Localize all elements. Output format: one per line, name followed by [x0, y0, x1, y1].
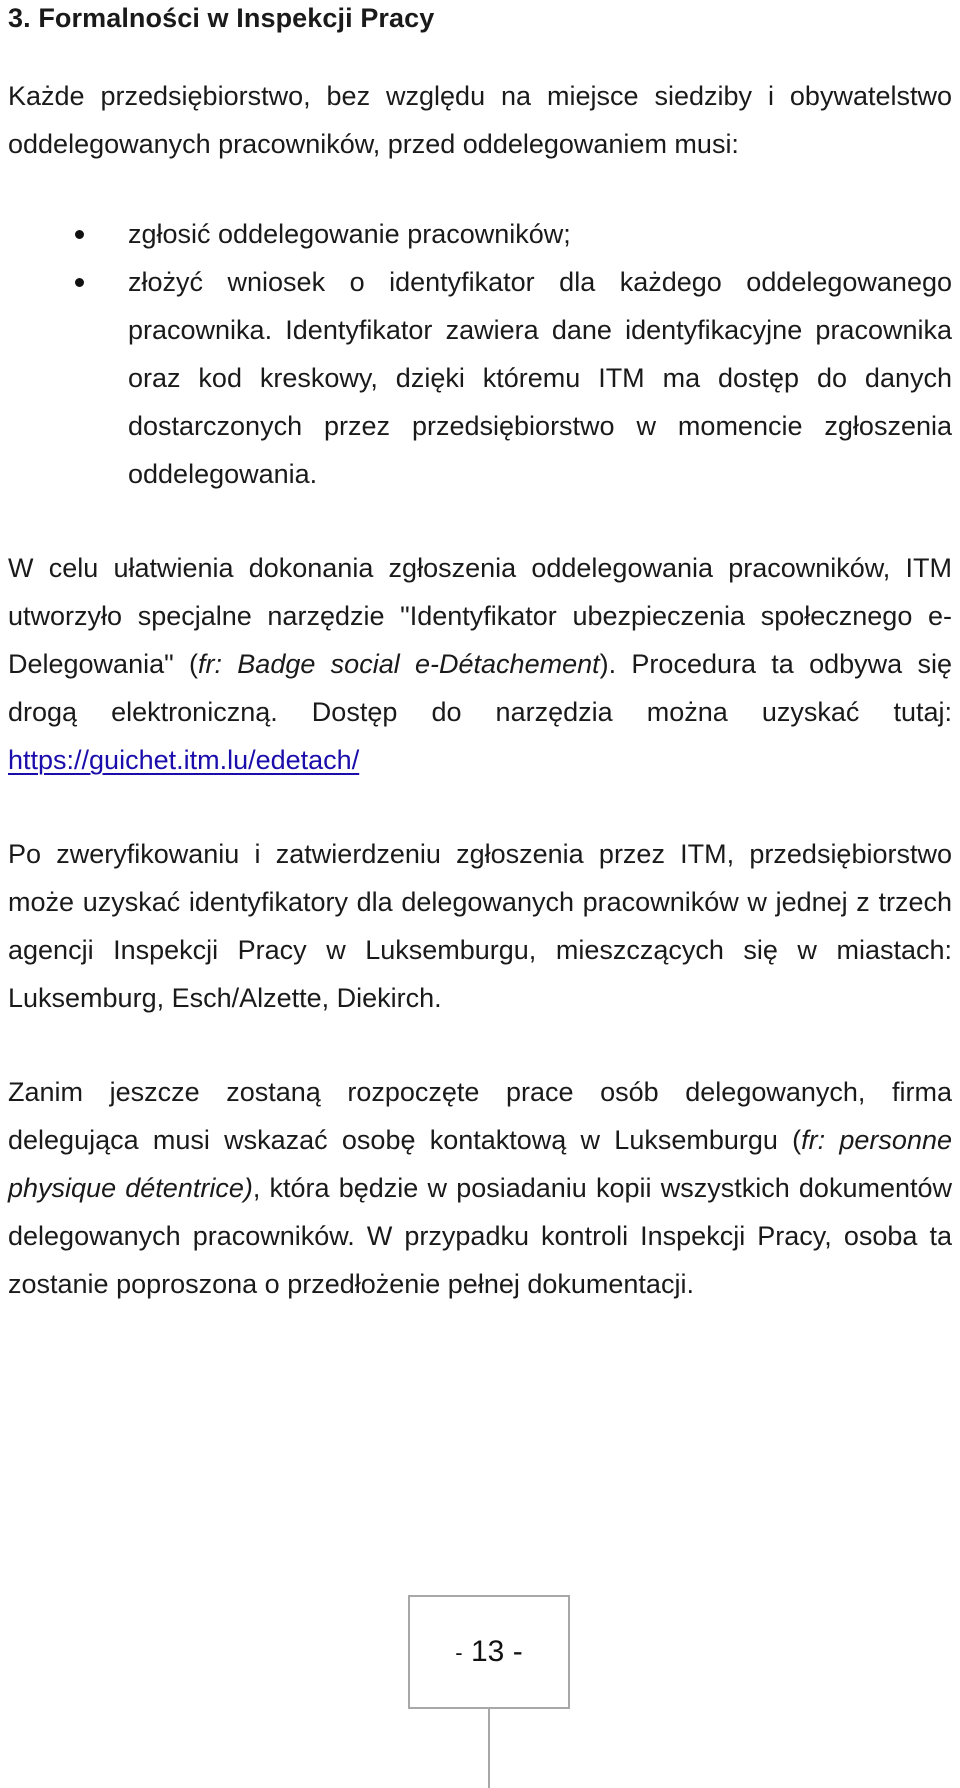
page-number-prefix: - [455, 1640, 463, 1666]
spacer [8, 34, 952, 72]
section-title: 3. Formalności w Inspekcji Pracy [8, 3, 435, 33]
list-item: zgłosić oddelegowanie pracowników; [128, 210, 952, 258]
document-page [8, 0, 952, 1308]
contact-text-before: Zanim jeszcze zostaną rozpoczęte prace osób delegowanych, firma delegująca musi wskazać osobę kontaktową w Luksemburgu ( [8, 1077, 952, 1155]
intro-paragraph: Każde przedsiębiorstwo, bez względu na miejsce siedziby i obywatelstwo oddelegowanych pracowników, przed oddelegowaniem musi: [8, 81, 952, 159]
spacer [8, 168, 952, 210]
contact-paragraph [8, 1068, 952, 1308]
tool-paragraph [8, 544, 952, 784]
verification-paragraph: Po zweryfikowaniu i zatwierdzeniu zgłoszenia przez ITM, przedsiębiorstwo może uzyskać identyfikatory dla delegowanych pracowników w jednej z trzech agencji Inspekcji Pracy w Luksemburgu, mieszczących się w miastach: Luksemburg, Esch/Alzette, Diekirch. [8, 839, 952, 1013]
contact-text-after: , która będzie w posiadaniu kopii wszystkich dokumentów delegowanych pracowników. W przypadku kontroli Inspekcji Pracy, osoba ta zostanie poproszona o przedłożenie pełnej dokumentacji. [8, 1173, 952, 1299]
page-number-connector-line [488, 1709, 490, 1788]
obligations-list [8, 210, 952, 498]
tool-text-after: ). Procedura ta odbywa się drogą elektroniczną. Dostęp do narzędzia można uzyskać tutaj: [8, 649, 953, 727]
spacer [8, 784, 952, 830]
edetach-link[interactable]: https://guichet.itm.lu/edetach/ [8, 745, 360, 775]
french-term: fr: personne physique détentrice) [8, 1125, 952, 1203]
page-number-value: 13 [470, 1635, 505, 1668]
spacer [8, 498, 952, 544]
page-number-box [408, 1595, 570, 1709]
page-number-suffix: - [512, 1635, 523, 1668]
french-term: fr: Badge social e-Détachement [198, 649, 600, 679]
page-number [455, 1637, 522, 1667]
list-item: złożyć wniosek o identyfikator dla każdego oddelegowanego pracownika. Identyfikator zawiera dane identyfikacyjne pracownika oraz kod kreskowy, dzięki któremu ITM ma dostęp do danych dostarczonych przez przedsiębiorstwo w momencie zgłoszenia oddelegowania. [128, 258, 952, 498]
spacer [8, 1022, 952, 1068]
tool-text-before: W celu ułatwienia dokonania zgłoszenia oddelegowania pracowników, ITM utworzyło specjalne narzędzie "Identyfikator ubezpieczenia społecznego e-Delegowania" ( [8, 553, 952, 679]
